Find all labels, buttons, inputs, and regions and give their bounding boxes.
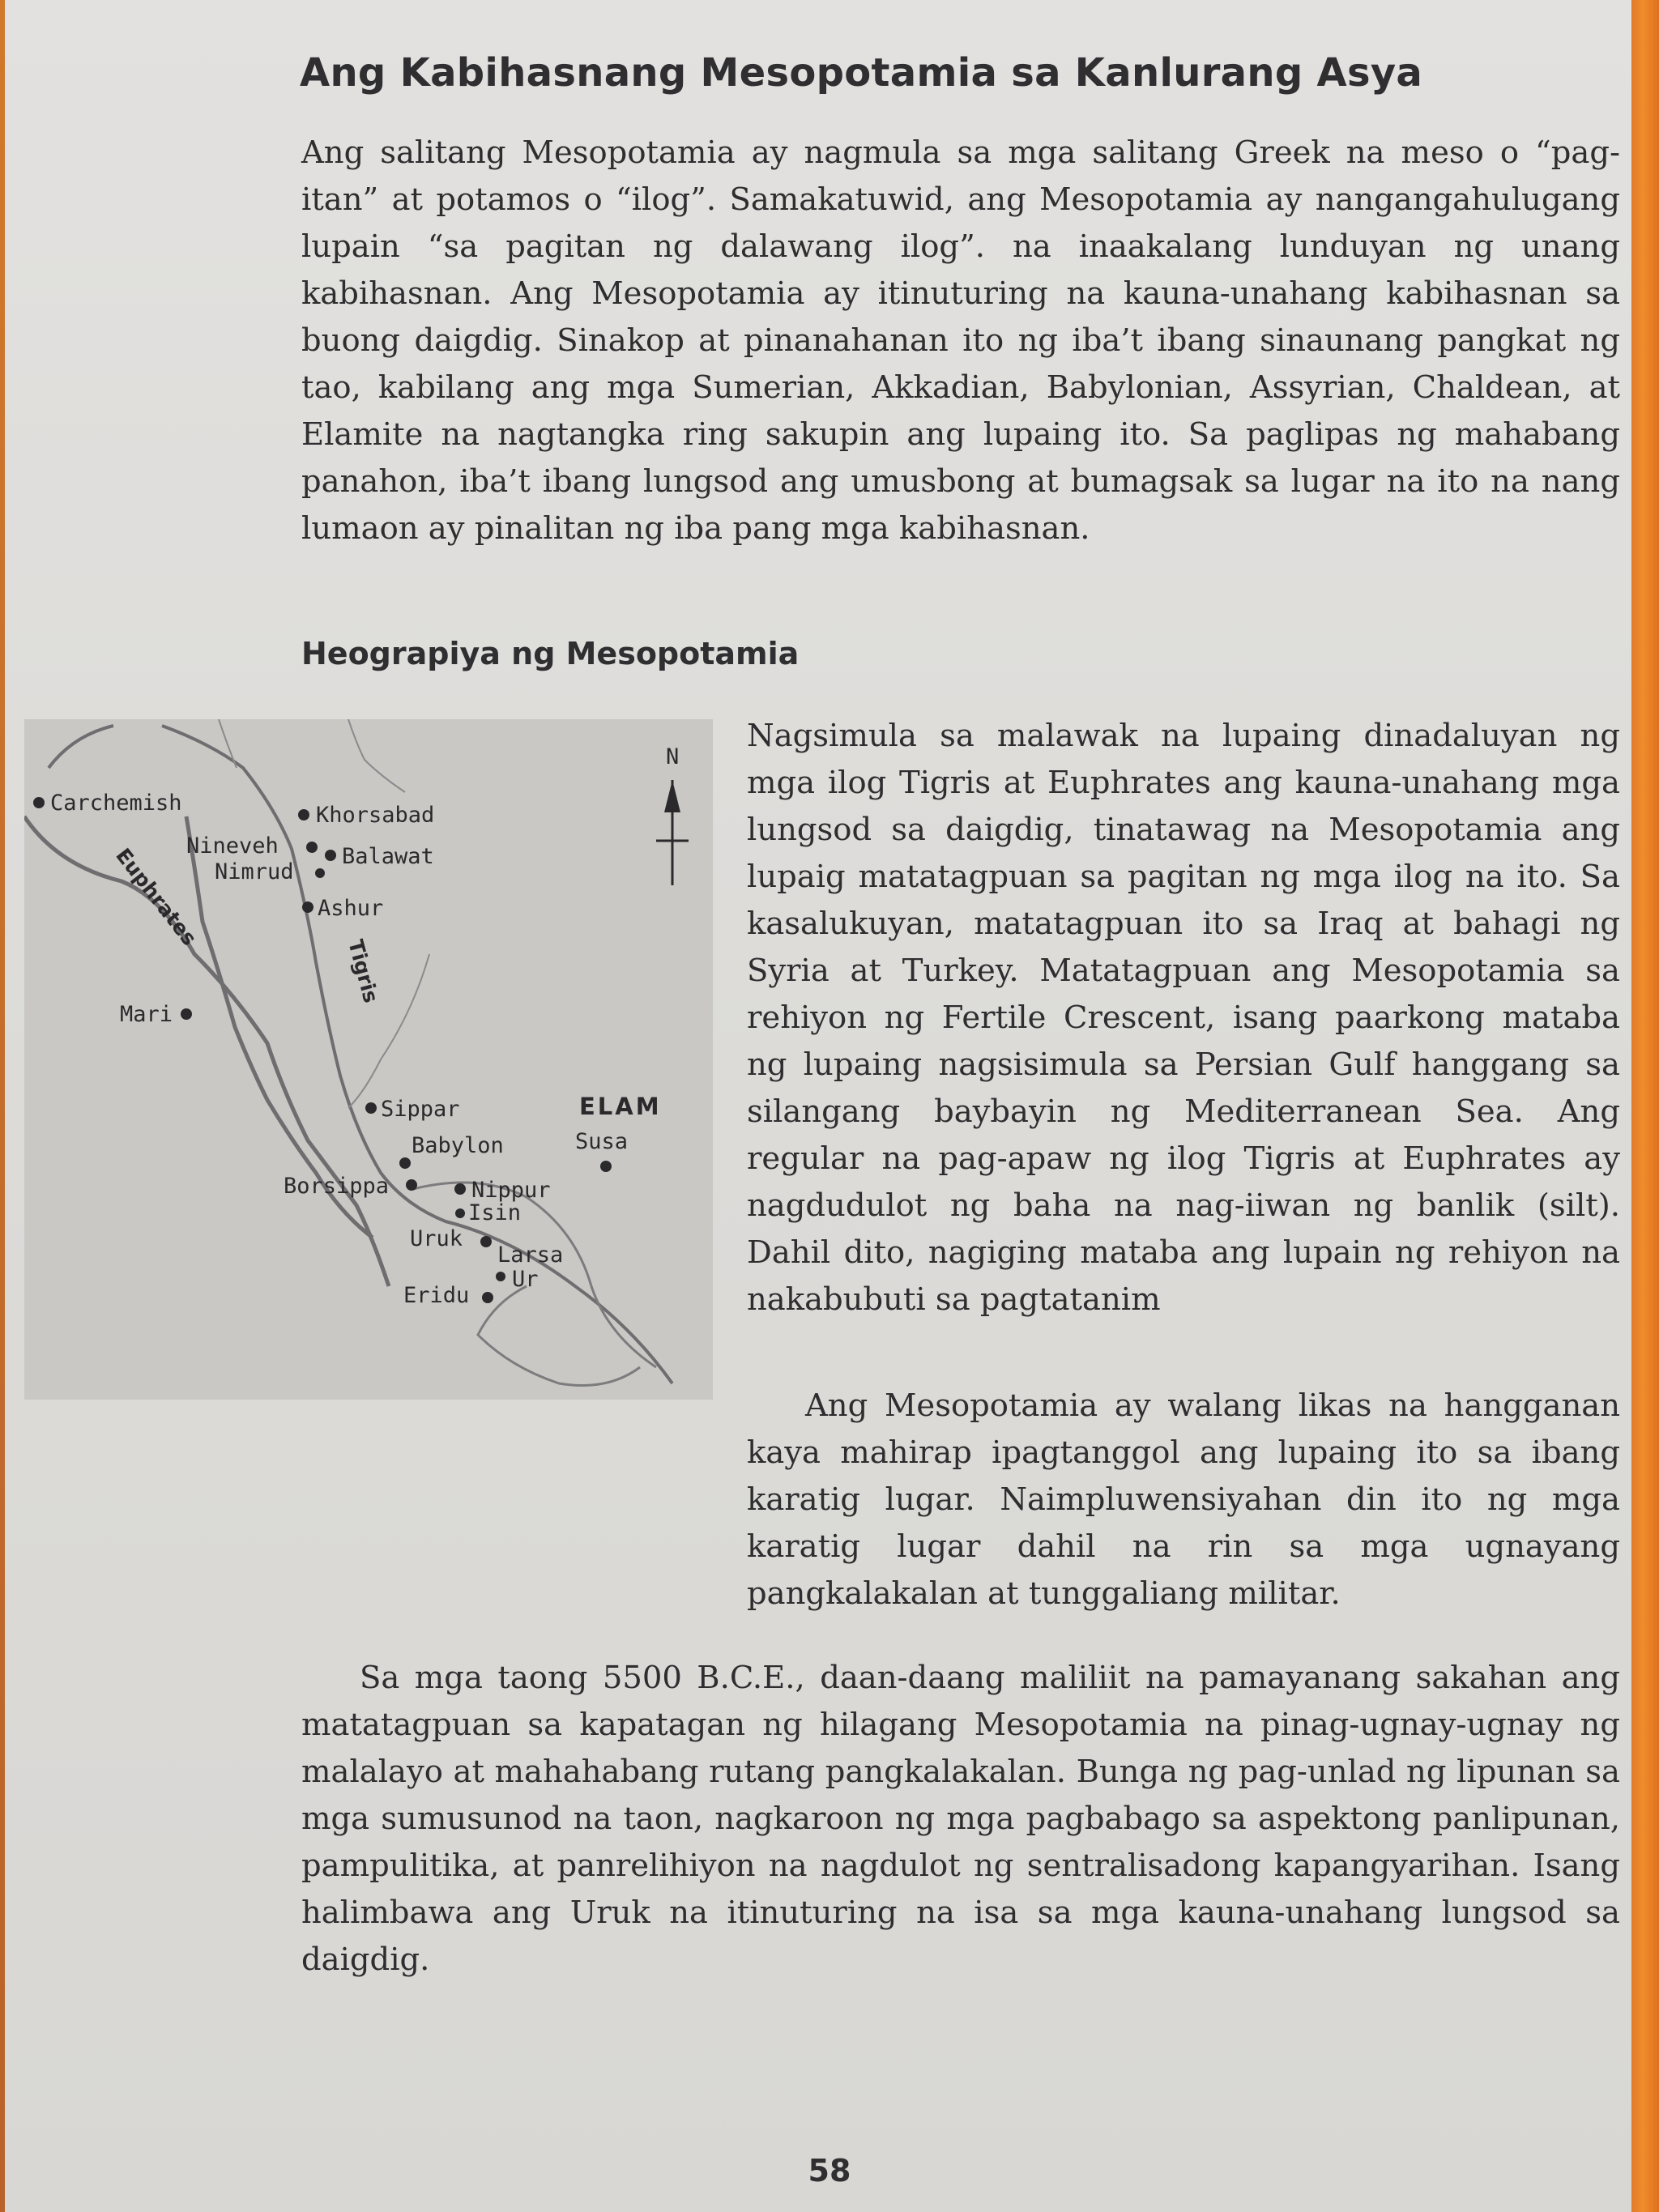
page-edge-right bbox=[1631, 0, 1659, 2212]
city-balawat: Balawat bbox=[342, 844, 434, 869]
city-nineveh: Nineveh bbox=[186, 833, 279, 859]
city-dot bbox=[482, 1292, 493, 1303]
city-dot bbox=[399, 1157, 411, 1169]
section-title: Ang Kabihasnang Mesopotamia sa Kanlurang Asya bbox=[300, 50, 1423, 96]
city-ur: Ur bbox=[512, 1267, 539, 1292]
city-dot bbox=[406, 1179, 417, 1191]
city-dot bbox=[600, 1161, 612, 1172]
city-babylon: Babylon bbox=[412, 1133, 504, 1158]
tigris-label: Tigris bbox=[343, 937, 383, 1006]
city-ashur: Ashur bbox=[318, 896, 384, 921]
city-dot bbox=[298, 809, 309, 820]
city-dot bbox=[325, 850, 336, 861]
intro-paragraph: Ang salitang Mesopotamia ay nagmula sa mga salitang Greek na meso o “pag-itan” at potamos o “ilog”. Samakatuwid, ang Mesopotamia ay nangangahulugang lupain “sa pagitan ng dalawang ilog”. na inaakalang lunduyan ng unang kabihasnan. Ang Mesopotamia ay itinuturing na kauna-unahang kabihasnan sa buong daigdig. Sinakop at pinanahanan ito ng iba’t ibang sinaunang pangkat ng tao, kabilang ang mga Sumerian, Akkadian, Babylonian, Assyrian, Chaldean, at Elamite na nagtangka ring sakupin ang lupaing ito. Sa paglipas ng mahabang panahon, iba’t ibang lungsod ang umusbong at bumagsak sa lugar na ito na nang lumaon ay pinalitan ng iba pang mga kabihasnan. bbox=[301, 134, 1620, 547]
city-nippur: Nippur bbox=[471, 1178, 551, 1203]
history-paragraph: Sa mga taong 5500 B.C.E., daan-daang maliliit na pamayanang sakahan ang matatagpuan sa kapatagan ng hilagang Mesopotamia na pinag-ugnay-ugnay ng malalayo at mahahabang rutang pangkalakalan. Bunga ng pag-unlad ng lipunan sa mga sumusunod na taon, nagkaroon ng mga pagbabago sa aspektong panlipunan, pampulitika, at panrelihiyon na nagdulot ng sentralisadong kapangyarihan. Isang halimbawa ang Uruk na itinuturing na isa sa mga kauna-unahang lungsod sa daigdig. bbox=[301, 1660, 1620, 1978]
mesopotamia-map bbox=[24, 719, 713, 1400]
city-dot bbox=[181, 1008, 192, 1020]
gulf-outline bbox=[478, 1286, 640, 1386]
city-khorsabad: Khorsabad bbox=[316, 803, 435, 828]
city-dot bbox=[306, 842, 318, 853]
tributary bbox=[219, 719, 237, 768]
city-dot bbox=[302, 901, 313, 913]
compass-label: N bbox=[666, 744, 680, 769]
euphrates-label: Euphrates bbox=[111, 843, 202, 950]
city-dot bbox=[33, 797, 45, 808]
city-borsippa: Borsippa bbox=[284, 1174, 390, 1199]
city-dot bbox=[496, 1272, 505, 1281]
page-number: 58 bbox=[808, 2153, 851, 2189]
city-larsa: Larsa bbox=[497, 1242, 564, 1268]
city-dot bbox=[455, 1208, 465, 1218]
city-susa: Susa bbox=[575, 1129, 629, 1154]
city-eridu: Eridu bbox=[403, 1283, 470, 1308]
city-carchemish: Carchemish bbox=[50, 791, 182, 816]
borders-paragraph: Ang Mesopotamia ay walang likas na hangganan kaya mahirap ipagtanggol ang lupaing ito sa ibang karatig lugar. Naimpluwensiyahan din ito ng mga karatig lugar dahil na rin sa mga ugnayang pangkalakalan at tunggaliang militar. bbox=[747, 1387, 1620, 1612]
region-elam: ELAM bbox=[579, 1093, 662, 1120]
city-mari: Mari bbox=[120, 1002, 173, 1027]
city-uruk: Uruk bbox=[410, 1226, 463, 1251]
city-dot bbox=[315, 868, 325, 878]
city-dot bbox=[365, 1102, 377, 1114]
city-nimrud: Nimrud bbox=[215, 859, 294, 884]
city-dot bbox=[454, 1183, 466, 1195]
subheading: Heograpiya ng Mesopotamia bbox=[301, 636, 800, 671]
geography-paragraph: Nagsimula sa malawak na lupaing dinadaluyan ng mga ilog Tigris at Euphrates ang kauna-unahang mga lungsod sa daigdig, tinatawag na Mesopotamia ang lupaig matatagpuan sa pagitan ng mga ilog na ito. Sa kasalukuyan, matatagpuan ito sa Iraq at bahagi ng Syria at Turkey. Matatagpuan ang Mesopotamia sa rehiyon ng Fertile Crescent, isang paarkong mataba ng lupaing nagsisimula sa Persian Gulf hanggang sa silangang baybayin ng Mediterranean Sea. Ang regular na pag-apaw ng ilog Tigris at Euphrates ay nagdudulot ng baha na nag-iiwan ng banlik (silt). Dahil dito, nagiging mataba ang lupain ng rehiyon na nakabubuti sa pagtatanim bbox=[747, 718, 1620, 1318]
city-sippar: Sippar bbox=[381, 1097, 460, 1122]
tributary bbox=[348, 719, 405, 792]
city-isin: Isin bbox=[468, 1200, 522, 1225]
map-drawing bbox=[24, 719, 713, 1400]
city-dot bbox=[480, 1236, 492, 1247]
